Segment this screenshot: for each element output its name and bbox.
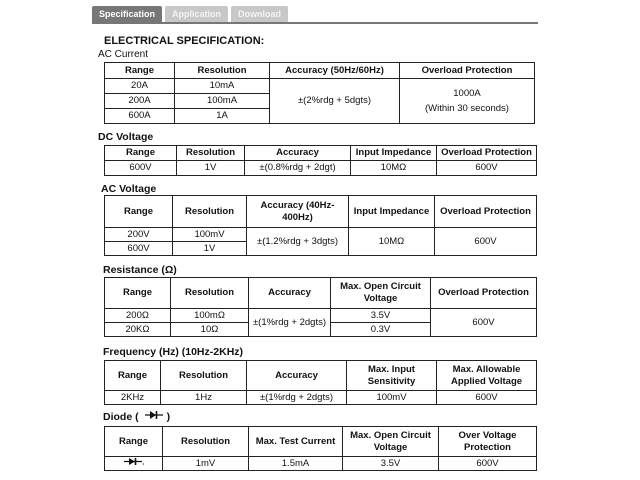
table-header: Resolution <box>177 146 245 161</box>
resolution-cell: 1mV <box>163 457 249 471</box>
resolution-cell: 10Ω <box>171 323 249 337</box>
diode-label-suffix: ) <box>166 410 171 423</box>
table-header: Max. Input Sensitivity <box>347 361 437 391</box>
dc-voltage-table <box>104 145 537 176</box>
range-cell: 2KHz <box>105 391 161 405</box>
table-header: Range <box>105 361 161 391</box>
resolution-cell: 100mV <box>173 228 247 242</box>
range-cell: 600A <box>105 109 175 124</box>
diode-label <box>103 410 170 423</box>
table-header: Resolution <box>173 196 247 228</box>
diode-symbol-icon <box>145 410 163 423</box>
table-header: Accuracy <box>247 361 347 391</box>
accuracy-cell: ±(1%rdg + 2dgts) <box>249 309 331 337</box>
overload-cell: 600V <box>437 161 537 176</box>
ac-current-label: AC Current <box>98 49 149 60</box>
accuracy-cell: ±(2%rdg + 5dgts) <box>270 79 400 124</box>
range-cell: 20KΩ <box>105 323 171 337</box>
resolution-cell: 100mΩ <box>171 309 249 323</box>
frequency-table <box>104 360 537 405</box>
table-header: Overload Protection <box>437 146 537 161</box>
test-current-cell: 1.5mA <box>249 457 343 471</box>
applied-voltage-cell: 600V <box>437 391 537 405</box>
open-circuit-cell: 0.3V <box>331 323 431 337</box>
table-header: Overload Protection <box>400 63 535 79</box>
diode-symbol-icon <box>124 457 144 470</box>
overload-cell: 600V <box>431 309 537 337</box>
resolution-cell: 1V <box>177 161 245 176</box>
range-cell: 600V <box>105 161 177 176</box>
tab-specification[interactable]: Specification <box>92 6 162 22</box>
resolution-cell: 100mA <box>175 94 270 109</box>
tab-underline <box>92 22 538 24</box>
table-header: Accuracy <box>245 146 351 161</box>
overload-cell: 600V <box>435 228 537 256</box>
overload-note: (Within 30 seconds) <box>425 102 509 114</box>
table-header: Input Impedance <box>349 196 435 228</box>
range-cell: 600V <box>105 242 173 256</box>
table-header: Range <box>105 278 171 309</box>
open-circuit-cell: 3.5V <box>331 309 431 323</box>
table-header: Max. Open Circuit Voltage <box>331 278 431 309</box>
table-header: Accuracy (50Hz/60Hz) <box>270 63 400 79</box>
dc-voltage-label: DC Voltage <box>98 131 154 143</box>
ac-current-table <box>104 62 535 124</box>
sensitivity-cell: 100mV <box>347 391 437 405</box>
table-header: Resolution <box>161 361 247 391</box>
resolution-cell: 1V <box>173 242 247 256</box>
resistance-table <box>104 277 537 337</box>
table-header: Resolution <box>163 427 249 457</box>
resolution-cell: 1A <box>175 109 270 124</box>
page-title: ELECTRICAL SPECIFICATION: <box>104 35 265 47</box>
range-cell: 200Ω <box>105 309 171 323</box>
accuracy-cell: ±(1.2%rdg + 3dgts) <box>247 228 349 256</box>
table-header: Accuracy (40Hz-400Hz) <box>247 196 349 228</box>
tab-download[interactable]: Download <box>231 6 288 22</box>
table-header: Range <box>105 427 163 457</box>
tab-application[interactable]: Application <box>165 6 228 22</box>
range-cell: 200A <box>105 94 175 109</box>
frequency-label: Frequency (Hz) (10Hz-2KHz) <box>103 346 244 358</box>
resolution-cell: 1Hz <box>161 391 247 405</box>
range-cell: 200V <box>105 228 173 242</box>
table-header: Max. Allowable Applied Voltage <box>437 361 537 391</box>
table-header: Over Voltage Protection <box>439 427 537 457</box>
tab-bar <box>92 6 288 22</box>
accuracy-cell: ±(0.8%rdg + 2dgt) <box>245 161 351 176</box>
table-header: Overload Protection <box>435 196 537 228</box>
open-circuit-cell: 3.5V <box>343 457 439 471</box>
overvoltage-cell: 600V <box>439 457 537 471</box>
impedance-cell: 10MΩ <box>351 161 437 176</box>
range-cell: 20A <box>105 79 175 94</box>
diode-label-prefix: Diode ( <box>103 410 139 423</box>
table-header: Range <box>105 146 177 161</box>
range-cell <box>105 457 163 471</box>
overload-cell <box>400 79 535 124</box>
table-header: Resolution <box>171 278 249 309</box>
accuracy-cell: ±(1%rdg + 2dgts) <box>247 391 347 405</box>
ac-voltage-table <box>104 195 537 256</box>
table-header: Overload Protection <box>431 278 537 309</box>
table-header: Input Impedance <box>351 146 437 161</box>
table-header: Accuracy <box>249 278 331 309</box>
table-header: Range <box>105 196 173 228</box>
impedance-cell: 10MΩ <box>349 228 435 256</box>
resolution-cell: 10mA <box>175 79 270 94</box>
overload-value: 1000A <box>453 87 481 99</box>
table-header: Resolution <box>175 63 270 79</box>
table-header: Max. Open Circuit Voltage <box>343 427 439 457</box>
ac-voltage-label: AC Voltage <box>101 183 157 195</box>
diode-table <box>104 426 537 471</box>
table-header: Max. Test Current <box>249 427 343 457</box>
resistance-label: Resistance (Ω) <box>103 264 177 276</box>
table-header: Range <box>105 63 175 79</box>
